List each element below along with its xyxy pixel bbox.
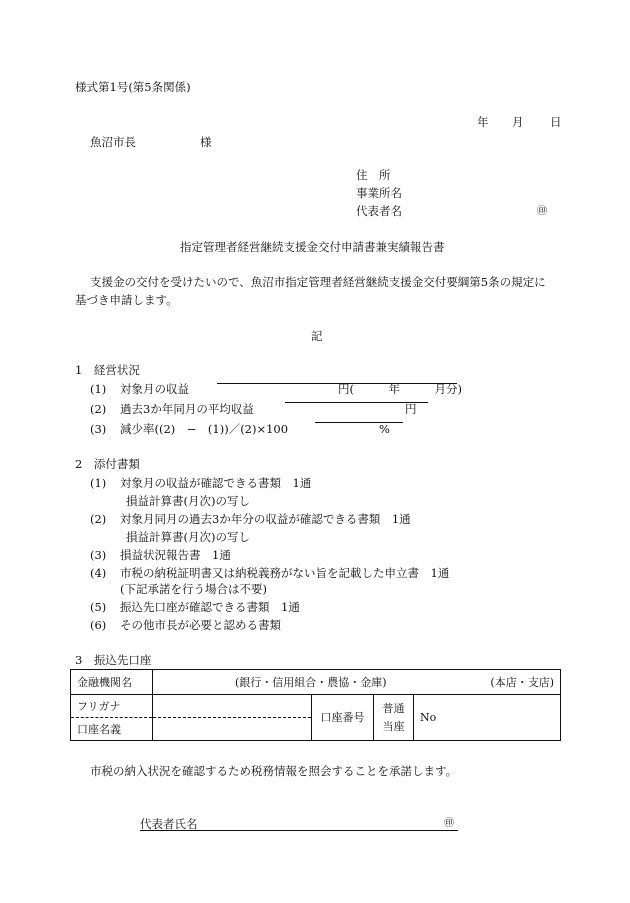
item-2-suffix: 円 (405, 402, 417, 416)
section-2-heading: 2 添付書類 (75, 457, 140, 471)
attachment-number: (1) (90, 476, 107, 490)
bank-types-text: (銀行・信用組合・農協・金庫) (235, 675, 387, 689)
attachment-text: 振込先口座が確認できる書類 1通 (120, 600, 300, 614)
attachment-subtext: 損益計算書(月次)の写し (126, 494, 250, 508)
no-label: No (420, 711, 437, 724)
account-number-field[interactable] (414, 695, 561, 741)
seal-mark-icon: ㊞ (537, 206, 547, 217)
account-holder-field[interactable] (153, 718, 312, 741)
attachment-text: 対象月同月の過去3か年分の収益が確認できる書類 1通 (120, 512, 411, 526)
attachment-number: (2) (90, 512, 107, 526)
signature-underline[interactable] (140, 830, 458, 831)
date-day: 日 (550, 115, 562, 129)
item-3-label: 減少率((2) − (1))／(2)×100 (120, 422, 289, 436)
item-1-number: (1) (90, 382, 107, 396)
branch-types-text: (本店・支店) (490, 675, 554, 689)
attachment-text: その他市長が必要と認める書類 (120, 618, 281, 632)
addressee: 魚沼市長 (90, 135, 136, 149)
address-label: 住 所 (356, 168, 391, 182)
attachment-text: 損益状況報告書 1通 (120, 548, 231, 562)
attachment-number: (5) (90, 600, 107, 614)
attachment-subtext: (下記承諾を行う場合は不要) (120, 582, 267, 596)
intro-line-1: 支援金の交付を受けたいので、魚沼市指定管理者経営継続支援金交付要綱第5条の規定に (90, 275, 546, 289)
attachment-text: 市税の納税証明書又は納税義務がない旨を記載した申立書 1通 (120, 566, 450, 580)
account-type-ordinary: 普通 (382, 701, 405, 715)
attachment-text: 対象月の収益が確認できる書類 1通 (120, 476, 312, 490)
form-number: 様式第1号(第5条関係) (75, 80, 191, 94)
business-name-label: 事業所名 (356, 186, 402, 200)
item-1-suffix: 円( 年 月分) (338, 382, 462, 396)
section-1-heading: 1 経営状況 (75, 363, 140, 377)
account-number-label: 口座番号 (312, 695, 374, 741)
document-title: 指定管理者経営継続支援金交付申請書兼実績報告書 (180, 240, 445, 254)
intro-line-2: 基づき申請します。 (75, 293, 178, 307)
item-3-number: (3) (90, 422, 107, 436)
signature-label: 代表者氏名 (140, 817, 198, 831)
bank-name-field[interactable] (153, 670, 561, 695)
attachment-number: (3) (90, 548, 107, 562)
attachment-subtext: 損益計算書(月次)の写し (126, 530, 250, 544)
item-2-number: (2) (90, 402, 107, 416)
item-2-label: 過去3か年同月の平均収益 (120, 402, 254, 416)
account-holder-label: 口座名義 (71, 718, 153, 741)
furigana-field[interactable] (153, 695, 312, 718)
account-type-cell (374, 695, 414, 741)
account-type-current: 当座 (382, 719, 405, 733)
representative-label: 代表者名 (356, 204, 402, 218)
ki-mark: 記 (311, 329, 323, 343)
furigana-label: フリガナ (71, 695, 153, 718)
date-year: 年 (477, 115, 489, 129)
consent-statement: 市税の納入状況を確認するため税務情報を照会することを承諾します。 (90, 764, 458, 778)
honorific: 様 (200, 135, 212, 149)
signature-seal-icon: ㊞ (444, 818, 454, 829)
attachment-number: (6) (90, 618, 107, 632)
item-3-suffix: % (379, 422, 390, 436)
bank-name-label: 金融機関名 (71, 670, 153, 695)
attachment-number: (4) (90, 566, 107, 580)
section-3-heading: 3 振込先口座 (75, 653, 152, 667)
bank-account-table (70, 669, 561, 741)
date-month: 月 (512, 115, 524, 129)
item-1-label: 対象月の収益 (120, 382, 189, 396)
